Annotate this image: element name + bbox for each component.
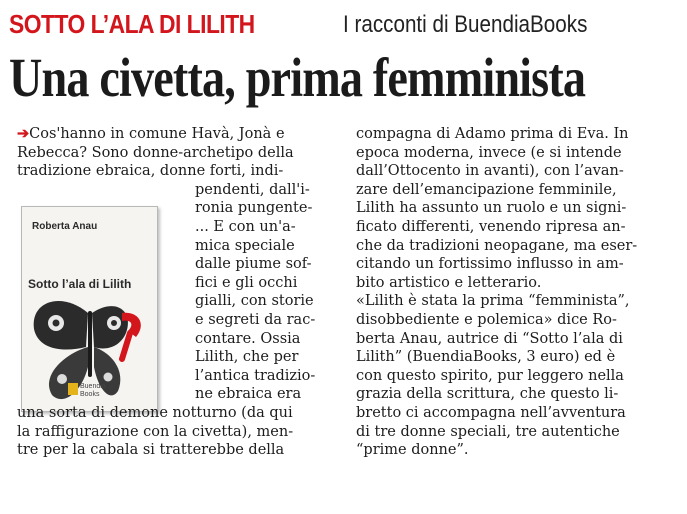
text-line: Lilith” (BuendiaBooks, 3 euro) ed è [356, 349, 616, 366]
kicker-bar [9, 8, 679, 46]
text-line: con questo spirito, pur leggero nella [356, 367, 624, 384]
text-line: ronia pungente- [195, 200, 313, 217]
series-label: I racconti di BuendiaBooks [343, 11, 588, 38]
text-line: mica speciale [195, 237, 295, 254]
text-line: ➔Cos'hanno in comune Havà, Jonà e [17, 125, 285, 142]
text-line: “prime donne”. [356, 442, 469, 459]
text-line: ... E con un'a- [195, 218, 296, 235]
text-line: compagna di Adamo prima di Eva. In [356, 126, 629, 142]
text-line: gialli, con storie [195, 293, 314, 310]
text-line: grazia della scrittura, che questo li- [356, 386, 619, 403]
publisher-logo: Buendia Books [80, 383, 106, 398]
body-column-left [17, 125, 337, 460]
text-line: epoca moderna, invece (e si intende [356, 144, 622, 161]
text-line: tradizione ebraica, donne forti, indi- [17, 163, 284, 180]
text-line: fici e gli occhi [195, 274, 298, 291]
text-line: contare. Ossia [195, 330, 301, 347]
text-line: e segreti da rac- [195, 311, 316, 328]
text-line: tre per la cabala si tratterebbe della [17, 442, 285, 459]
text-line: una sorta di demone notturno (da qui [17, 404, 293, 421]
text-line: Lilith ha assunto un ruolo e un signi- [356, 200, 627, 217]
text-line: citando un fortissimo influsso in am- [356, 256, 624, 273]
text-line: dalle piume sof- [195, 256, 312, 273]
text-line: che da tradizioni neopagane, ma eser- [356, 237, 638, 254]
text-line: l’antica tradizio- [195, 367, 316, 384]
body-column-right [356, 125, 680, 460]
cover-title: Sotto l’ala di Lilith [28, 277, 132, 291]
text-line: zare dell’emancipazione femminile, [356, 181, 617, 198]
text-line: ne ebraica era [195, 386, 302, 403]
text-line: dall’Ottocento in avanti), con l’avan- [356, 163, 624, 180]
text-line: disobbediente e polemica» dice Ro- [356, 311, 617, 328]
text-line: pendenti, dall'i- [195, 181, 310, 198]
text-line: berta Anau, autrice di “Sotto l’ala di [356, 330, 623, 347]
text-line: bito artistico e letterario. [356, 274, 542, 291]
text-line: di tre donne speciali, tre autentiche [356, 423, 620, 440]
text-line: Rebecca? Sono donne-archetipo della [17, 144, 294, 161]
text-line: ficato differenti, venendo ripresa an- [356, 218, 626, 235]
section-rubric: SOTTO L’ALA DI LILITH [9, 9, 255, 39]
text-line: «Lilith è stata la prima “femminista”, [356, 293, 630, 310]
headline: Una civetta, prima femminista [9, 47, 586, 108]
text-line: la raffigurazione con la civetta), men- [17, 423, 294, 440]
right-arrow-icon: ➔ [17, 125, 30, 142]
text-line: bretto ci accompagna nell’avventura [356, 404, 626, 421]
cover-author: Roberta Anau [32, 221, 98, 232]
text-line: Lilith, che per [195, 349, 299, 366]
